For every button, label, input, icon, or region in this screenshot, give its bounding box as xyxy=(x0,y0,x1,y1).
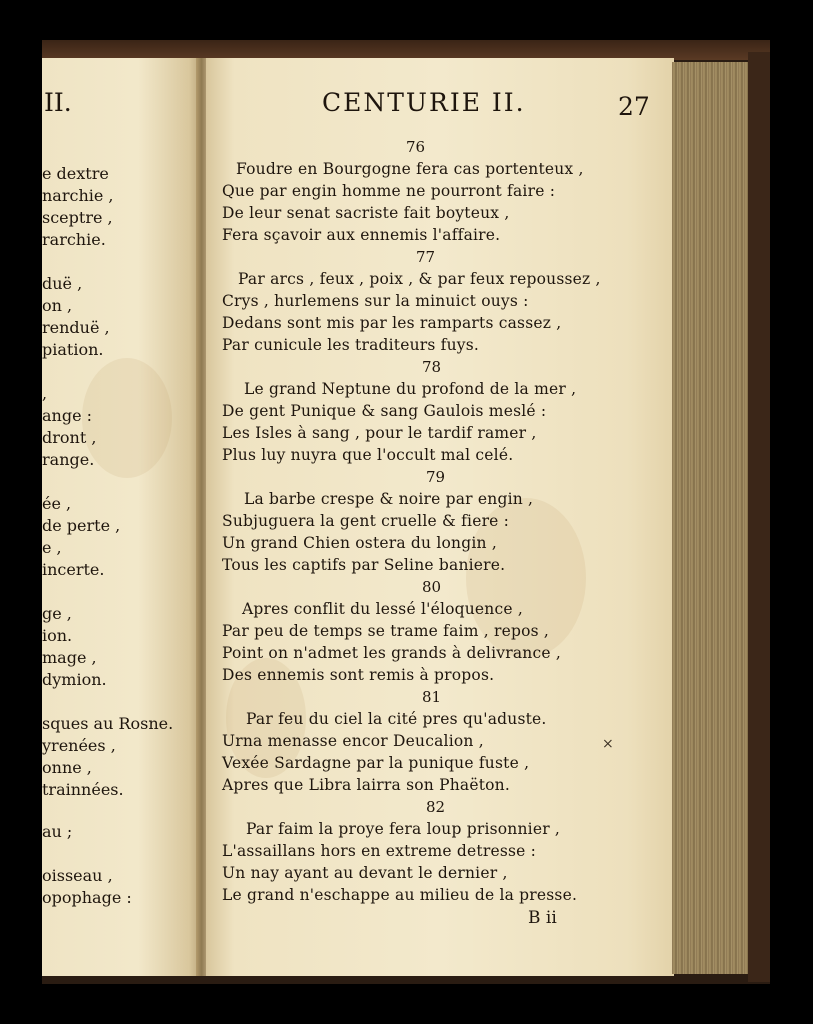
quatrain-number: 76 xyxy=(406,138,426,156)
running-title: CENTURIE II. xyxy=(322,88,526,117)
verse-line: Apres que Libra lairra son Phaëton. xyxy=(222,776,510,794)
left-line: dront , xyxy=(42,428,97,447)
page-number: 27 xyxy=(618,92,650,121)
verse-line: Un nay ayant au devant le dernier , xyxy=(222,864,508,882)
left-line: ion. xyxy=(42,626,73,645)
verse-line: Plus luy nuyra que l'occult mal celé. xyxy=(222,446,514,464)
verse-line: Des ennemis sont remis à propos. xyxy=(222,666,495,684)
left-line: ge , xyxy=(42,604,72,623)
left-line: duë , xyxy=(42,274,83,293)
verse-line: L'assaillans hors en extreme detresse : xyxy=(222,842,537,860)
left-line: ée , xyxy=(42,494,72,513)
left-line: e dextre xyxy=(42,164,109,183)
left-line: mage , xyxy=(42,648,97,667)
signature-mark: B ii xyxy=(528,908,557,928)
left-line: de perte , xyxy=(42,516,121,535)
left-page-header: II. xyxy=(44,88,72,117)
left-line: trainnées. xyxy=(42,780,124,799)
left-line: piation. xyxy=(42,340,104,359)
margin-cross-mark: × xyxy=(602,736,614,752)
book-cover-edge xyxy=(748,52,770,982)
quatrain-number: 82 xyxy=(426,798,446,816)
left-line: , xyxy=(42,384,48,403)
verse-line: Urna menasse encor Deucalion , xyxy=(222,732,484,750)
verse-line: De gent Punique & sang Gaulois meslé : xyxy=(222,402,547,420)
verse-line: La barbe crespe & noire par engin , xyxy=(244,490,534,508)
verse-line: De leur senat sacriste fait boyteux , xyxy=(222,204,510,222)
verse-line: Que par engin homme ne pourront faire : xyxy=(222,182,556,200)
quatrain-number: 78 xyxy=(422,358,442,376)
quatrain-number: 77 xyxy=(416,248,436,266)
verse-line: Subjuguera la gent cruelle & fiere : xyxy=(222,512,510,530)
verse-line: Tous les captifs par Seline baniere. xyxy=(222,556,506,574)
left-line: range. xyxy=(42,450,95,469)
verse-line: Crys , hurlemens sur la minuict ouys : xyxy=(222,292,529,310)
left-line: narchie , xyxy=(42,186,114,205)
quatrain-number: 81 xyxy=(422,688,442,706)
left-line: yrenées , xyxy=(42,736,116,755)
left-line: oisseau , xyxy=(42,866,113,885)
verse-line: Par cunicule les traditeurs fuys. xyxy=(222,336,480,354)
page-block-edge xyxy=(672,62,754,974)
verse-line: Par faim la proye fera loup prisonnier , xyxy=(246,820,561,838)
verse-line: Le grand Neptune du profond de la mer , xyxy=(244,380,577,398)
left-line: opophage : xyxy=(42,888,132,907)
left-line: ange : xyxy=(42,406,93,425)
book-cover-top xyxy=(42,40,770,60)
verse-line: Fera sçavoir aux ennemis l'affaire. xyxy=(222,226,501,244)
verse-line: Les Isles à sang , pour le tardif ramer , xyxy=(222,424,537,442)
quatrain-number: 80 xyxy=(422,578,442,596)
left-line: onne , xyxy=(42,758,92,777)
right-page xyxy=(206,58,674,976)
left-line: incerte. xyxy=(42,560,105,579)
verse-line: Apres conflit du lessé l'éloquence , xyxy=(242,600,524,618)
verse-line: Par feu du ciel la cité pres qu'aduste. xyxy=(246,710,547,728)
left-line: dymion. xyxy=(42,670,107,689)
left-line: sques au Rosne. xyxy=(42,714,174,733)
left-line: renduë , xyxy=(42,318,110,337)
left-line: e , xyxy=(42,538,62,557)
verse-line: Par arcs , feux , poix , & par feux repoussez , xyxy=(238,270,601,288)
verse-line: Le grand n'eschappe au milieu de la presse. xyxy=(222,886,578,904)
quatrain-number: 79 xyxy=(426,468,446,486)
verse-line: Dedans sont mis par les ramparts cassez , xyxy=(222,314,562,332)
verse-line: Vexée Sardagne par la punique fuste , xyxy=(222,754,530,772)
left-line: sceptre , xyxy=(42,208,113,227)
verse-line: Un grand Chien ostera du longin , xyxy=(222,534,497,552)
verse-line: Foudre en Bourgogne fera cas portenteux , xyxy=(236,160,584,178)
left-line: on , xyxy=(42,296,73,315)
left-line: au ; xyxy=(42,822,73,841)
verse-line: Point on n'admet les grands à delivrance , xyxy=(222,644,561,662)
verse-line: Par peu de temps se trame faim , repos , xyxy=(222,622,550,640)
left-page xyxy=(42,58,202,976)
paper-stain xyxy=(82,358,172,478)
left-line: rarchie. xyxy=(42,230,106,249)
